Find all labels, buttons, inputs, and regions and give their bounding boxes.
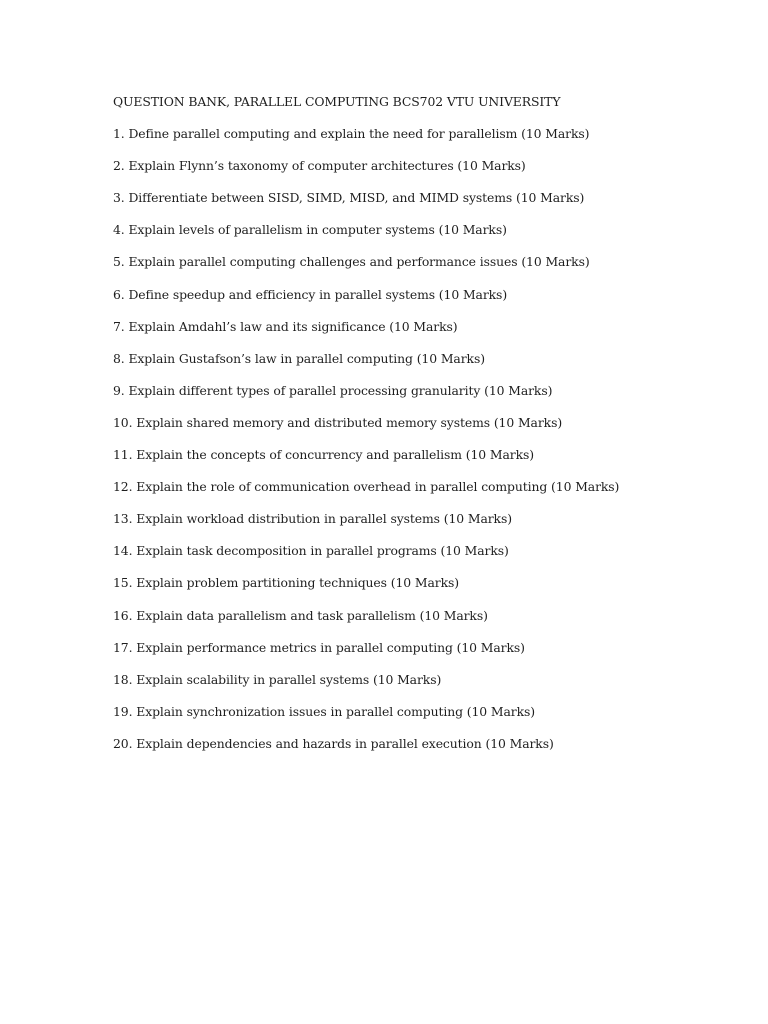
question-item: 8. Explain Gustafson’s law in parallel computing (10 Marks) bbox=[113, 350, 485, 366]
question-item: 16. Explain data parallelism and task parallelism (10 Marks) bbox=[113, 607, 488, 623]
question-item: 7. Explain Amdahl’s law and its significance (10 Marks) bbox=[113, 318, 458, 334]
question-item: 13. Explain workload distribution in parallel systems (10 Marks) bbox=[113, 511, 512, 527]
question-item: 5. Explain parallel computing challenges and performance issues (10 Marks) bbox=[113, 254, 590, 270]
question-item: 3. Differentiate between SISD, SIMD, MISD, and MIMD systems (10 Marks) bbox=[113, 190, 585, 206]
question-item: 19. Explain synchronization issues in parallel computing (10 Marks) bbox=[113, 703, 536, 719]
question-item: 1. Define parallel computing and explain the need for parallelism (10 Marks) bbox=[113, 126, 590, 142]
document-body bbox=[113, 93, 733, 767]
document-title: QUESTION BANK, PARALLEL COMPUTING BCS702 VTU UNIVERSITY bbox=[113, 94, 561, 109]
question-item: 15. Explain problem partitioning techniques (10 Marks) bbox=[113, 575, 460, 591]
question-item: 6. Define speedup and efficiency in parallel systems (10 Marks) bbox=[113, 286, 508, 302]
question-item: 12. Explain the role of communication overhead in parallel computing (10 Marks) bbox=[113, 479, 620, 495]
question-item: 10. Explain shared memory and distributed memory systems (10 Marks) bbox=[113, 414, 563, 430]
question-item: 11. Explain the concepts of concurrency and parallelism (10 Marks) bbox=[113, 447, 534, 463]
question-item: 18. Explain scalability in parallel systems (10 Marks) bbox=[113, 671, 442, 687]
question-item: 20. Explain dependencies and hazards in parallel execution (10 Marks) bbox=[113, 735, 554, 751]
question-item: 14. Explain task decomposition in parallel programs (10 Marks) bbox=[113, 543, 509, 559]
question-item: 2. Explain Flynn’s taxonomy of computer architectures (10 Marks) bbox=[113, 158, 526, 174]
question-item: 9. Explain different types of parallel processing granularity (10 Marks) bbox=[113, 382, 553, 398]
question-item: 4. Explain levels of parallelism in computer systems (10 Marks) bbox=[113, 222, 507, 238]
question-item: 17. Explain performance metrics in parallel computing (10 Marks) bbox=[113, 639, 525, 655]
